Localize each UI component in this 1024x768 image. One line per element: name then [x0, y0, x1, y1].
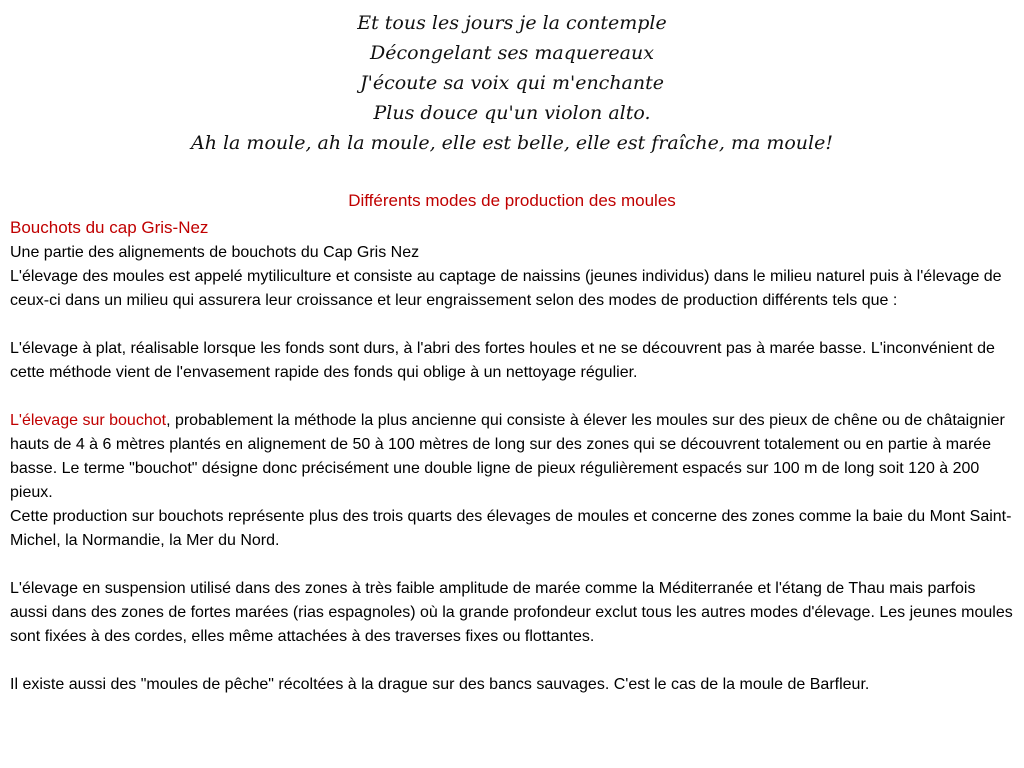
section-title: Différents modes de production des moules: [348, 191, 676, 210]
bouchot-text: , probablement la méthode la plus ancienne qui consiste à élever les moules sur des pieux de chêne ou de châtaignier hauts de 4 à 6 mètres plantés en alignement de 50 à 100 mètres de long sur des zones qui se découvrent totalement ou en partie à marée basse. Le terme "bouchot" désigne donc précisément une double ligne de pieux régulièrement espacés sur 100 m de long soit 120 à 200 pieux.: [10, 412, 1005, 501]
poem-line-4: Plus douce qu'un violon alto.: [373, 102, 651, 124]
spacer: [10, 385, 1014, 409]
peche-paragraph: Il existe aussi des "moules de pêche" récoltées à la drague sur des bancs sauvages. C'est le cas de la moule de Barfleur.: [10, 676, 870, 693]
spacer: [10, 649, 1014, 673]
intro-paragraph: L'élevage des moules est appelé mytiliculture et consiste au captage de naissins (jeunes individus) dans le milieu naturel puis à l'élevage de ceux-ci dans un milieu qui assurera leur croissance et leur engraissement selon des modes de production différents tels que :: [10, 268, 1002, 309]
bouchot-paragraph: [10, 409, 1014, 505]
suspension-paragraph: L'élevage en suspension utilisé dans des zones à très faible amplitude de marée comme la Méditerranée et l'étang de Thau mais parfois aussi dans des zones de fortes marées (rias espagnoles) où la grande profondeur exclut tous les autres modes d'élevage. Les jeunes moules sont fixées à des cordes, elles même attachées à des traverses fixes ou flottantes.: [10, 580, 1013, 645]
poem-line-1: Et tous les jours je la contemple: [357, 12, 667, 34]
bouchot-link[interactable]: L'élevage sur bouchot: [10, 412, 167, 429]
poem-line-2: Décongelant ses maquereaux: [370, 42, 654, 64]
spacer: [10, 553, 1014, 577]
bouchot-production-paragraph: Cette production sur bouchots représente plus des trois quarts des élevages de moules et concerne des zones comme la baie du Mont Saint-Michel, la Normandie, la Mer du Nord.: [10, 508, 1012, 549]
article-body: [10, 187, 1014, 697]
poem-line-5: Ah la moule, ah la moule, elle est belle, elle est fraîche, ma moule!: [190, 132, 833, 154]
spacer: [10, 313, 1014, 337]
poem-block: [0, 8, 1024, 158]
section-subtitle: Bouchots du cap Gris-Nez: [10, 218, 209, 237]
poem-line-3: J'écoute sa voix qui m'enchante: [360, 72, 664, 94]
photo-caption: Une partie des alignements de bouchots du Cap Gris Nez: [10, 244, 420, 261]
plat-paragraph: L'élevage à plat, réalisable lorsque les fonds sont durs, à l'abri des fortes houles et ne se découvrent pas à marée basse. L'inconvénient de cette méthode vient de l'envasement rapide des fonds qui oblige à un nettoyage régulier.: [10, 340, 995, 381]
